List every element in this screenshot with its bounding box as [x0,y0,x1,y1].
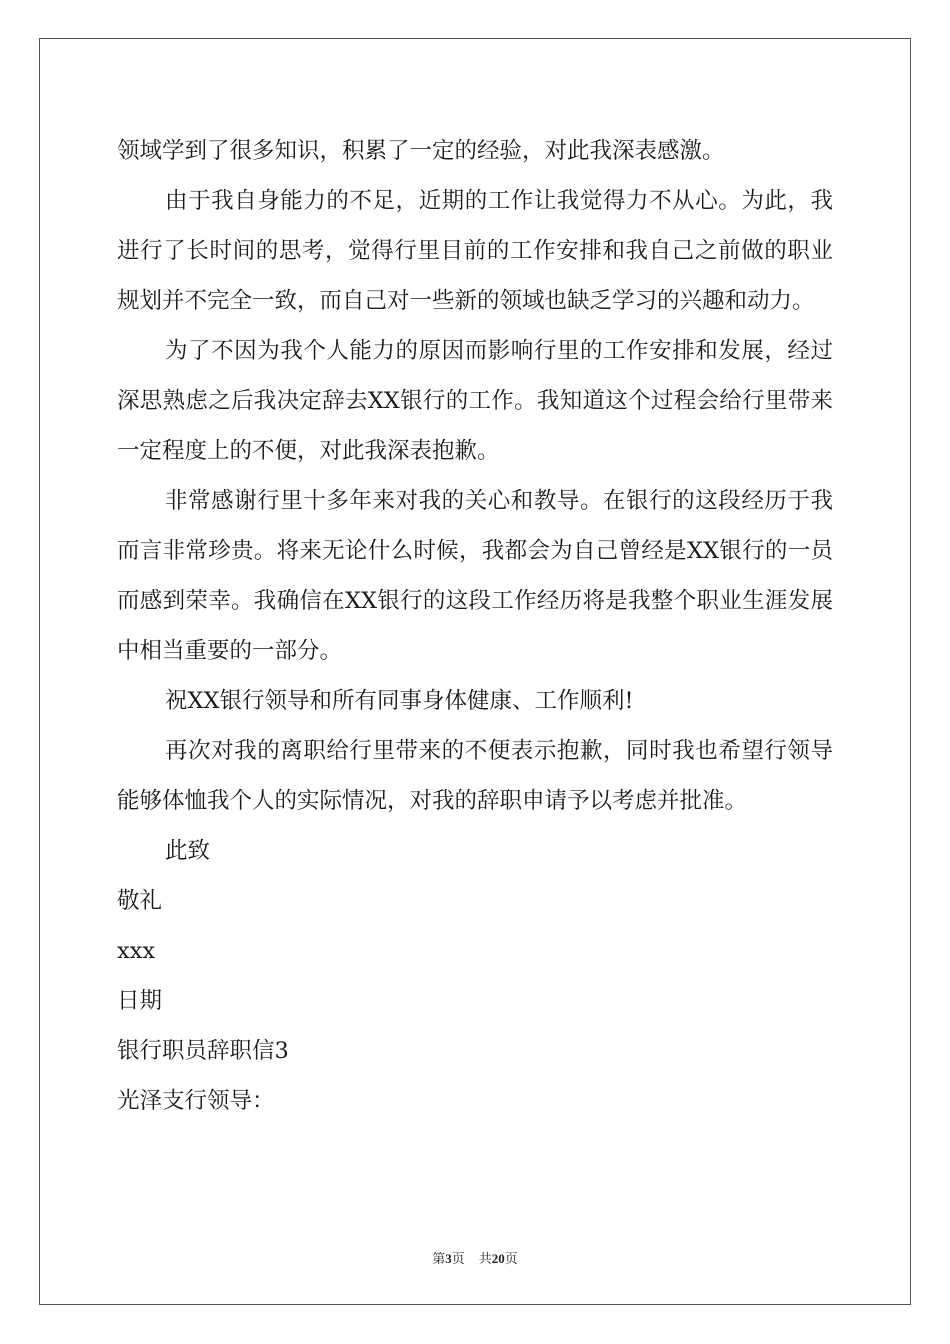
next-letter-addressee: 光泽支行领导： [117,1088,275,1114]
paragraph-5: 祝XX银行领导和所有同事身体健康、工作顺利! [165,688,634,714]
page-number: 3 [445,1251,452,1266]
paragraph-2: 由于我自身能力的不足，近期的工作让我觉得力不从心。为此，我进行了长时间的思考，觉得行里目前的工作安排和我自己之前做的职业规划并不完全一致，而自己对一些新的领域也缺乏学习的兴趣和动力。 [117,188,833,314]
letter-body [117,126,833,1126]
signature-name: xxx [117,938,156,964]
paragraph-6: 再次对我的离职给行里带来的不便表示抱歉，同时我也希望行领导能够体恤我个人的实际情况，对我的辞职申请予以考虑并批准。 [117,738,833,814]
paragraph-1: 领域学到了很多知识，积累了一定的经验，对此我深表感激。 [117,138,725,164]
page-prefix: 第 [432,1251,446,1266]
total-suffix: 页 [504,1251,518,1266]
total-pages: 20 [491,1251,505,1266]
page-footer [0,1248,950,1267]
next-letter-title: 银行职员辞职信3 [117,1038,289,1064]
page-suffix: 页 [451,1251,465,1266]
salutation-closing: 此致 [165,838,211,864]
total-prefix: 共 [478,1251,492,1266]
regards-line: 敬礼 [117,888,163,914]
date-line: 日期 [117,988,163,1014]
paragraph-3: 为了不因为我个人能力的原因而影响行里的工作安排和发展，经过深思熟虑之后我决定辞去XX银行的工作。我知道这个过程会给行里带来一定程度上的不便，对此我深表抱歉。 [117,338,833,464]
paragraph-4: 非常感谢行里十多年来对我的关心和教导。在银行的这段经历于我而言非常珍贵。将来无论什么时候，我都会为自己曾经是XX银行的一员而感到荣幸。我确信在XX银行的这段工作经历将是我整个职业生涯发展中相当重要的一部分。 [117,488,833,664]
